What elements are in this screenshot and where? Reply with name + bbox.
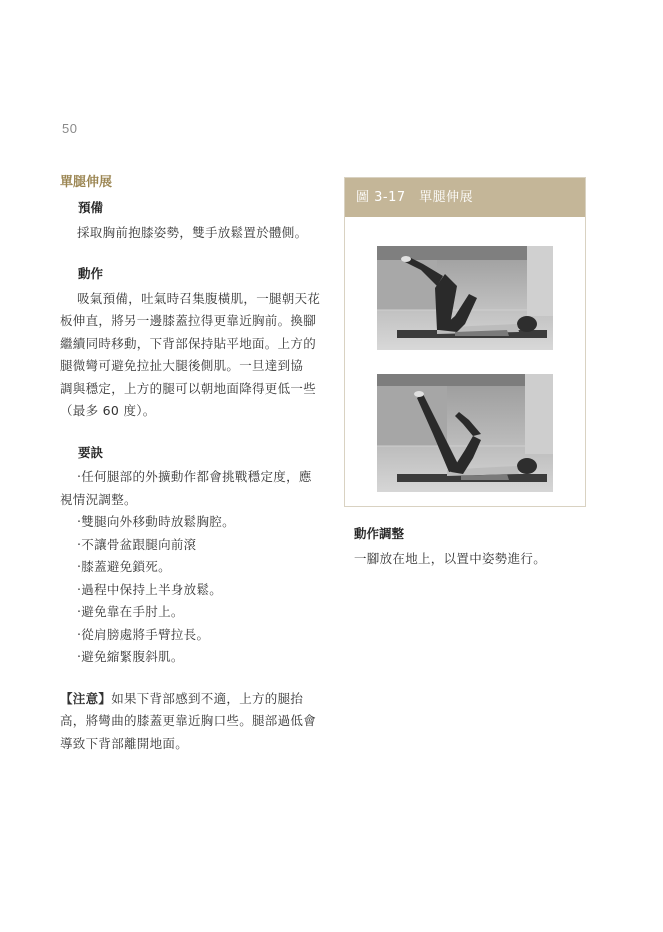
tip-item: ‧避免縮緊腹斜肌。	[77, 649, 184, 664]
tip-item: ‧過程中保持上半身放鬆。	[77, 581, 223, 597]
tip-item: ‧雙腿向外移動時放鬆胸腔。	[77, 514, 235, 529]
tip-item: ‧任何腿部的外擴動作都會挑戰穩定度，應	[77, 469, 312, 484]
adjustment-block	[354, 522, 594, 570]
action-line: （最多 60 度）。	[60, 403, 156, 418]
action-heading: 動作	[78, 266, 104, 281]
main-text-column	[60, 173, 332, 755]
adjustment-text: 一腳放在地上，以置中姿勢進行。	[354, 551, 547, 566]
tip-item: ‧不讓骨盆跟腿向前滾	[77, 536, 197, 552]
page-number: 50	[62, 121, 78, 136]
action-line: 繼續同時移動，下背部保持貼平地面。上方的	[60, 335, 317, 351]
adjustment-heading: 動作調整	[354, 526, 405, 541]
figure-box	[344, 177, 586, 507]
tip-item: ‧膝蓋避免鎖死。	[77, 559, 171, 574]
tip-item: 視情況調整。	[60, 491, 137, 507]
note-label: 【注意】	[60, 690, 112, 706]
tip-item: ‧從肩膀處將手臂拉長。	[77, 626, 210, 642]
preparation-text: 採取胸前抱膝姿勢，雙手放鬆置於體側。	[77, 224, 308, 240]
tips-list	[60, 466, 332, 669]
exercise-photo-1	[377, 246, 553, 350]
figure-caption: 圖 3-17 單腿伸展	[345, 178, 585, 217]
action-text	[60, 288, 332, 423]
note-line: 如果下背部感到不適，上方的腿抬	[111, 690, 304, 706]
tips-heading: 要訣	[78, 444, 104, 460]
action-line: 板伸直，將另一邊膝蓋拉得更靠近胸前。換腳	[60, 313, 317, 328]
action-line: 腿微彎可避免拉扯大腿後側肌。一旦達到協	[60, 358, 304, 373]
section-title: 單腿伸展	[60, 175, 113, 190]
tip-item: ‧避免靠在手肘上。	[77, 604, 184, 619]
note-line: 高，將彎曲的膝蓋更靠近胸口些。腿部過低會	[60, 713, 317, 728]
exercise-photo-2	[377, 374, 553, 492]
action-line: 調與穩定，上方的腿可以朝地面降得更低一些	[60, 380, 317, 396]
action-line: 吸氣預備，吐氣時召集腹橫肌，一腿朝天花	[77, 290, 321, 306]
note-line: 導致下背部離開地面。	[60, 735, 189, 751]
note-block	[60, 688, 332, 756]
preparation-heading: 預備	[78, 200, 104, 215]
